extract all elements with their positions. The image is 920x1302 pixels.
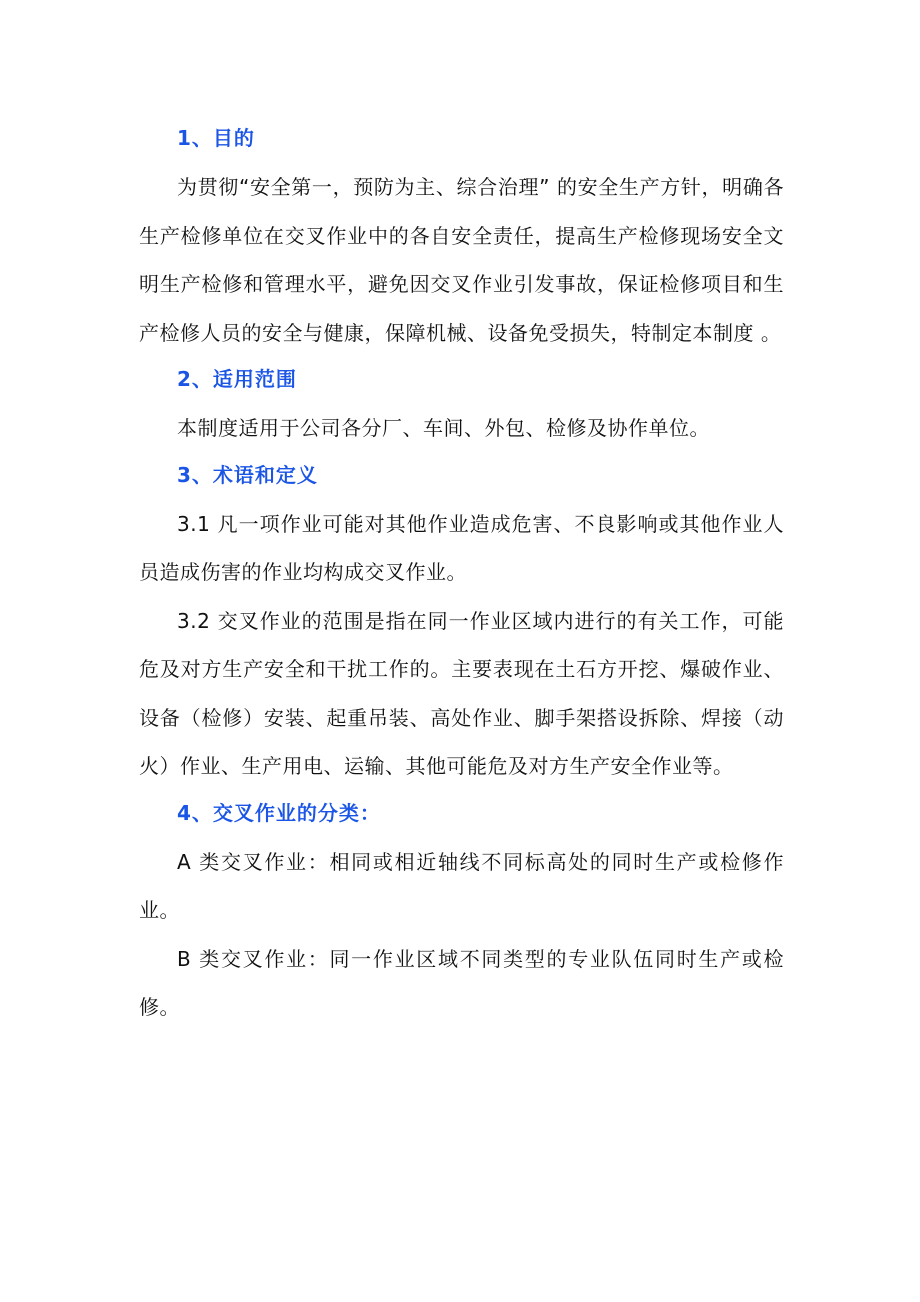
paragraph: 本制度适用于公司各分厂、车间、外包、检修及协作单位。 bbox=[177, 416, 710, 440]
section-purpose bbox=[139, 116, 784, 357]
paragraph: A 类交叉作业：相同或相近轴线不同标高处的同时生产或检修作业。 bbox=[139, 849, 784, 922]
paragraph: 为贯彻“安全第一，预防为主、综合治理” 的安全生产方针，明确各生产检修单位在交叉作业中的各自安全责任，提高生产检修现场安全文明生产检修和管理水平，避免因交叉作业引发事故，保证检修项目和生产检修人员的安全与健康，保障机械、设备免受损失，特制定本制度 。 bbox=[139, 175, 784, 345]
section-heading: 3、术语和定义 bbox=[177, 462, 318, 487]
document-body bbox=[139, 116, 784, 1032]
paragraph: B 类交叉作业：同一作业区域不同类型的专业队伍同时生产或检修。 bbox=[139, 946, 784, 1019]
section-heading: 2、适用范围 bbox=[177, 367, 297, 391]
section-heading: 4、交叉作业的分类： bbox=[177, 800, 381, 825]
paragraph: 3.1 凡一项作业可能对其他作业造成危害、不良影响或其他作业人员造成伤害的作业均构成交叉作业。 bbox=[139, 511, 784, 584]
paragraph: 3.2 交叉作业的范围是指在同一作业区域内进行的有关工作，可能危及对方生产安全和干扰工作的。主要表现在土石方开挖、爆破作业、设备（检修）安装、起重吊装、高处作业、脚手架搭设拆除、焊接（动火）作业、生产用电、运输、其他可能危及对方生产安全作业等。 bbox=[139, 608, 784, 778]
section-definitions bbox=[139, 453, 784, 791]
section-classification bbox=[139, 791, 784, 1032]
section-heading: 1、目的 bbox=[177, 126, 255, 150]
section-scope bbox=[139, 357, 784, 453]
